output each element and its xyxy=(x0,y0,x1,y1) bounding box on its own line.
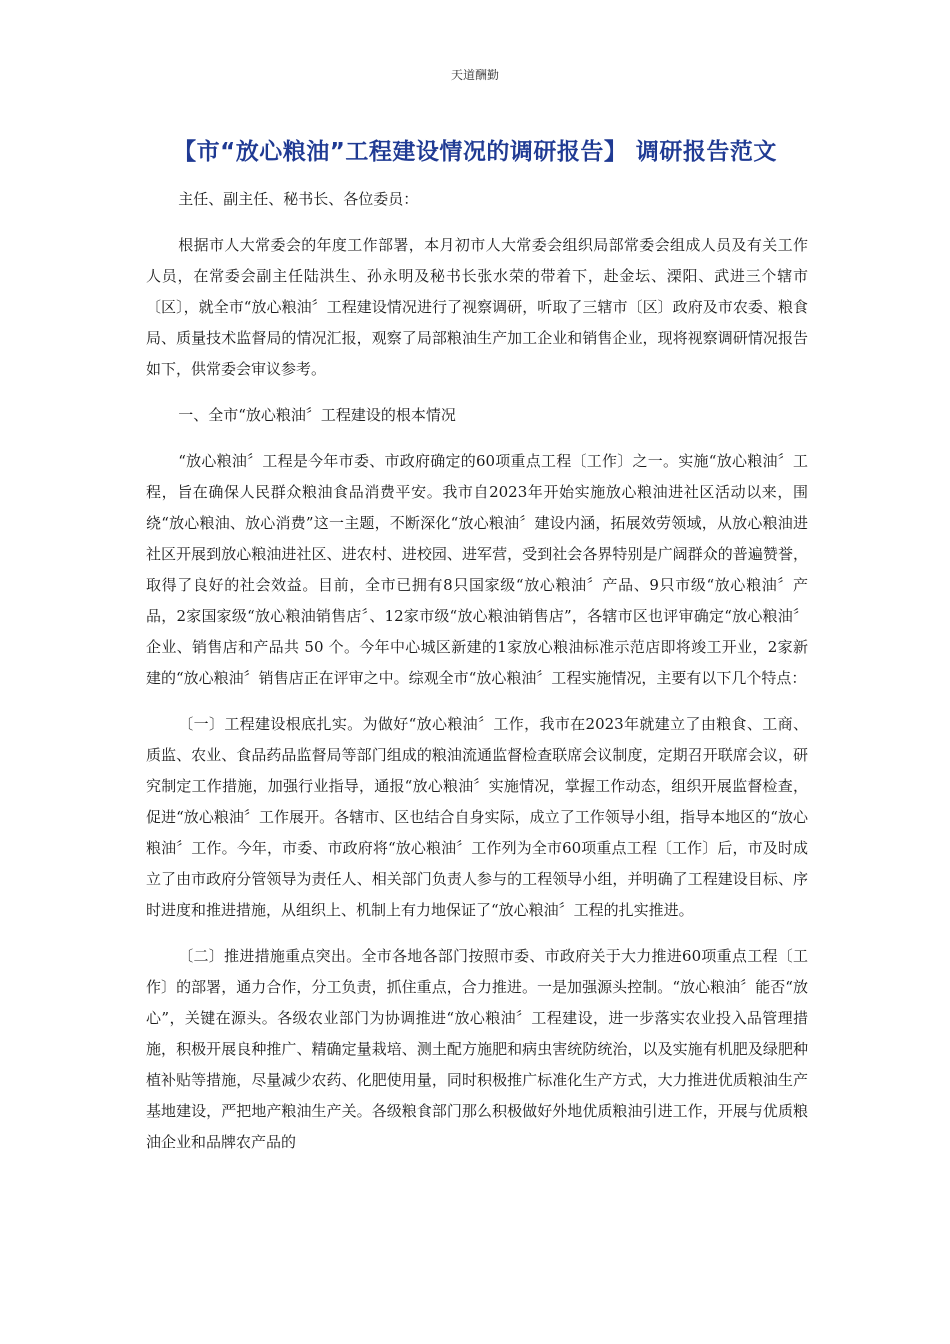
page-header: 天道酬勤 xyxy=(450,68,499,82)
paragraph-intro: 根据市人大常委会的年度工作部署，本月初市人大常委会组织局部常委会组成人员及有关工作人员，在常委会副主任陆洪生、孙永明及秘书长张水荣的带着下，赴金坛、溧阳、武进三个辖市〔区〕，就全市“放心粮油〞工程建设情况进行了视察调研，听取了三辖市〔区〕政府及市农委、粮食局、质量技术监督局的情况汇报，观察了局部粮油生产加工企业和销售企业，现将视察调研情况报告如下，供常委会审议参考。 xyxy=(146,236,808,378)
paragraph-point-one: 〔一〕工程建设根底扎实。为做好“放心粮油〞工作，我市在2023年就建立了由粮食、工商、质监、农业、食品药品监督局等部门组成的粮油流通监督检查联席会议制度，定期召开联席会议，研究制定工作措施，加强行业指导，通报“放心粮油〞实施情况，掌握工作动态，组织开展监督检查，促进“放心粮油〞工作展开。各辖市、区也结合自身实际，成立了工作领导小组，指导本地区的“放心粮油〞工作。今年，市委、市政府将“放心粮油〞工作列为全市60项重点工程〔工作〕后，市及时成立了由市政府分管领导为责任人、相关部门负责人参与的工程领导小组，并明确了工程建设目标、序时进度和推进措施，从组织上、机制上有力地保证了“放心粮油〞工程的扎实推进。 xyxy=(146,715,808,919)
paragraph-overview: “放心粮油〞工程是今年市委、市政府确定的60项重点工程〔工作〕之一。实施“放心粮油〞工程，旨在确保人民群众粮油食品消费平安。我市自2023年开始实施放心粮油进社区活动以来，围绕“放心粮油、放心消费”这一主题，不断深化“放心粮油〞建设内涵，拓展效劳领域，从放心粮油进社区开展到放心粮油进社区、进农村、进校园、进军营，受到社会各界特别是广阔群众的普遍赞誉，取得了良好的社会效益。目前，全市已拥有8只国家级“放心粮油〞产品、9只市级“放心粮油〞产品，2家国家级“放心粮油销售店〞、12家市级“放心粮油销售店”，各辖市区也评审确定“放心粮油〞企业、销售店和产品共 50 个。今年中心城区新建的1家放心粮油标准示范店即将竣工开业，2家新建的“放心粮油〞销售店正在评审之中。综观全市“放心粮油〞工程实施情况，主要有以下几个特点： xyxy=(146,452,808,687)
section-heading: 一、全市“放心粮油〞工程建设的根本情况 xyxy=(178,406,456,424)
paragraph-point-two: 〔二〕推进措施重点突出。全市各地各部门按照市委、市政府关于大力推进60项重点工程〔工作〕的部署，通力合作，分工负责，抓住重点，合力推进。一是加强源头控制。“放心粮油〞能否“放心”，关键在源头。各级农业部门为协调推进“放心粮油〞工程建设，进一步落实农业投入品管理措施，积极开展良种推广、精确定量栽培、测土配方施肥和病虫害统防统治，以及实施有机肥及绿肥种植补贴等措施，尽量减少农药、化肥使用量，同时积极推广标准化生产方式，大力推进优质粮油生产基地建设，严把地产粮油生产关。各级粮食部门那么积极做好外地优质粮油引进工作，开展与优质粮油企业和品牌农产品的 xyxy=(146,947,808,1151)
document-body xyxy=(146,184,808,1173)
salutation: 主任、副主任、秘书长、各位委员： xyxy=(178,190,419,208)
document-title: 【市“放心粮油”工程建设情况的调研报告】 调研报告范文 xyxy=(173,139,777,165)
